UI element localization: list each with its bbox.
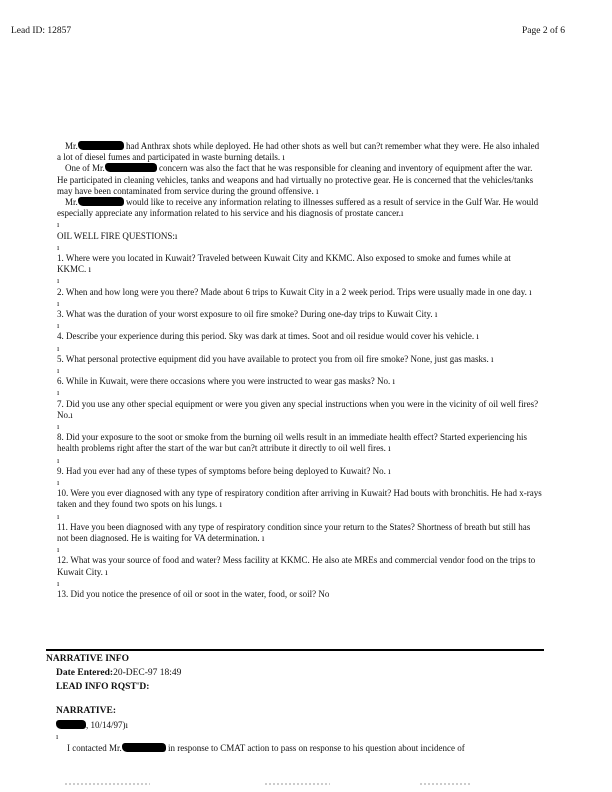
paragraph-equipment	[57, 163, 542, 197]
redaction-block	[78, 197, 124, 206]
narrative-prefix: I contacted Mr.	[67, 743, 122, 753]
question-11: 11. Have you been diagnosed with any type of respiratory condition since your return to the States? Shortness of breath but still has not been diagnosed. He is waiting for VA determination. ı	[57, 521, 531, 543]
separator-mark: ı	[57, 242, 60, 252]
narrative-label: NARRATIVE:	[56, 706, 116, 716]
question-12: 12. What was your source of food and water? Mess facility at KKMC. He also ate MREs and commercial vendor food on the trips to Kuwait City. ı	[57, 555, 536, 577]
date-entered	[56, 668, 556, 678]
separator-mark: ı	[57, 276, 60, 286]
question-13: 13. Did you notice the presence of oil or soot in the water, food, or soil? No	[57, 588, 330, 599]
separator-mark: ı	[57, 421, 60, 431]
page-number: Page 2 of 6	[522, 26, 566, 36]
paragraph-text: would like to receive any information relating to illnesses suffered as a result of service in the Gulf War. He would especially appreciate any information related to his service and his diagnosis of prostate cancer.ı	[57, 197, 539, 219]
separator-mark: ı	[57, 511, 60, 521]
paragraph-prefix: Mr.	[65, 141, 78, 151]
document-body	[57, 141, 542, 600]
date-entered-label: Date Entered:	[56, 668, 114, 678]
separator-mark: ı	[57, 388, 60, 398]
lead-info-requested: LEAD INFO RQST'D:	[56, 682, 150, 692]
separator-mark: ı	[57, 545, 60, 555]
redaction-block	[105, 163, 157, 172]
date-entered-value: 20-DEC-97 18:49	[113, 668, 182, 678]
paragraph-prefix: Mr.	[65, 197, 78, 208]
narrative-contact	[67, 743, 547, 753]
redaction-block	[56, 720, 86, 729]
section-divider	[46, 649, 544, 651]
separator-mark: ı	[57, 578, 60, 588]
question-9: 9. Had you ever had any of these types of symptoms before being deployed to Kuwait? No. ı	[57, 465, 391, 476]
question-1: 1. Where were you located in Kuwait? Traveled between Kuwait City and KKMC. Also exposed to smoke and fumes while at KKMC. ı	[57, 253, 511, 275]
separator-mark: ı	[57, 298, 60, 308]
question-8: 8. Did your exposure to the soot or smoke from the burning oil wells result in an immediate health effect? Started experiencing his health problems right after the start of the war but can?t attribute it directly to oil well fires. ı	[57, 432, 527, 454]
question-5: 5. What personal protective equipment did you have available to protect you from oil fire smoke? None, just gas masks. ı	[57, 353, 494, 364]
section-title: OIL WELL FIRE QUESTIONS:ı	[57, 230, 178, 241]
paragraph-text: had Anthrax shots while deployed. He had other shots as well but can?t remember what they were. He also inhaled a lot of diesel fumes and participated in waste burning details. ı	[57, 141, 540, 163]
lead-id: Lead ID: 12857	[11, 26, 72, 36]
separator-mark: ı	[56, 732, 59, 741]
paragraph-text: concern was also the fact that he was responsible for cleaning and inventory of equipment after the war. He participated in cleaning vehicles, tanks and weapons and had virtually no protective gear. He is concerned that the vehicles/tanks may have been contaminated from service during the ground offensive. ı	[57, 163, 534, 196]
narrative-entry	[56, 720, 556, 730]
narrative-info-title: NARRATIVE INFO	[46, 654, 129, 664]
question-2: 2. When and how long were you there? Made about 6 trips to Kuwait City in a 2 week period. Trips were usually made in one day. ı	[57, 286, 532, 297]
redaction-block	[122, 743, 166, 752]
separator-mark: ı	[57, 321, 60, 331]
question-7: 7. Did you use any other special equipment or were you given any special instructions when you were in the vicinity of oil well fires? No.ı	[57, 398, 539, 420]
paragraph-prefix: One of Mr.	[65, 163, 105, 174]
question-10: 10. Were you ever diagnosed with any type of respiratory condition after arriving in Kuwait? Had bouts with bronchitis. He had x-rays taken and they found two spots on his lungs. ı	[57, 488, 542, 510]
separator-mark: ı	[57, 343, 60, 353]
separator-mark: ı	[57, 455, 60, 465]
question-3: 3. What was the duration of your worst exposure to oil fire smoke? During one-day trips to Kuwait City. ı	[57, 308, 438, 319]
narrative-text: in response to CMAT action to pass on response to his question about incidence of	[165, 743, 465, 753]
paragraph-information-request	[57, 197, 542, 219]
redaction-block	[78, 141, 124, 150]
separator-mark: ı	[57, 220, 60, 230]
question-6: 6. While in Kuwait, were there occasions where you were instructed to wear gas masks? No. ı	[57, 376, 395, 387]
separator-mark: ı	[57, 365, 60, 375]
paragraph-anthrax	[57, 141, 542, 163]
scan-artifact-dashes	[0, 782, 612, 786]
separator-mark: ı	[57, 477, 60, 487]
narrative-entry-date: , 10/14/97)ı	[86, 720, 128, 730]
question-4: 4. Describe your experience during this period. Sky was dark at times. Soot and oil residue would cover his vehicle. ı	[57, 331, 479, 342]
